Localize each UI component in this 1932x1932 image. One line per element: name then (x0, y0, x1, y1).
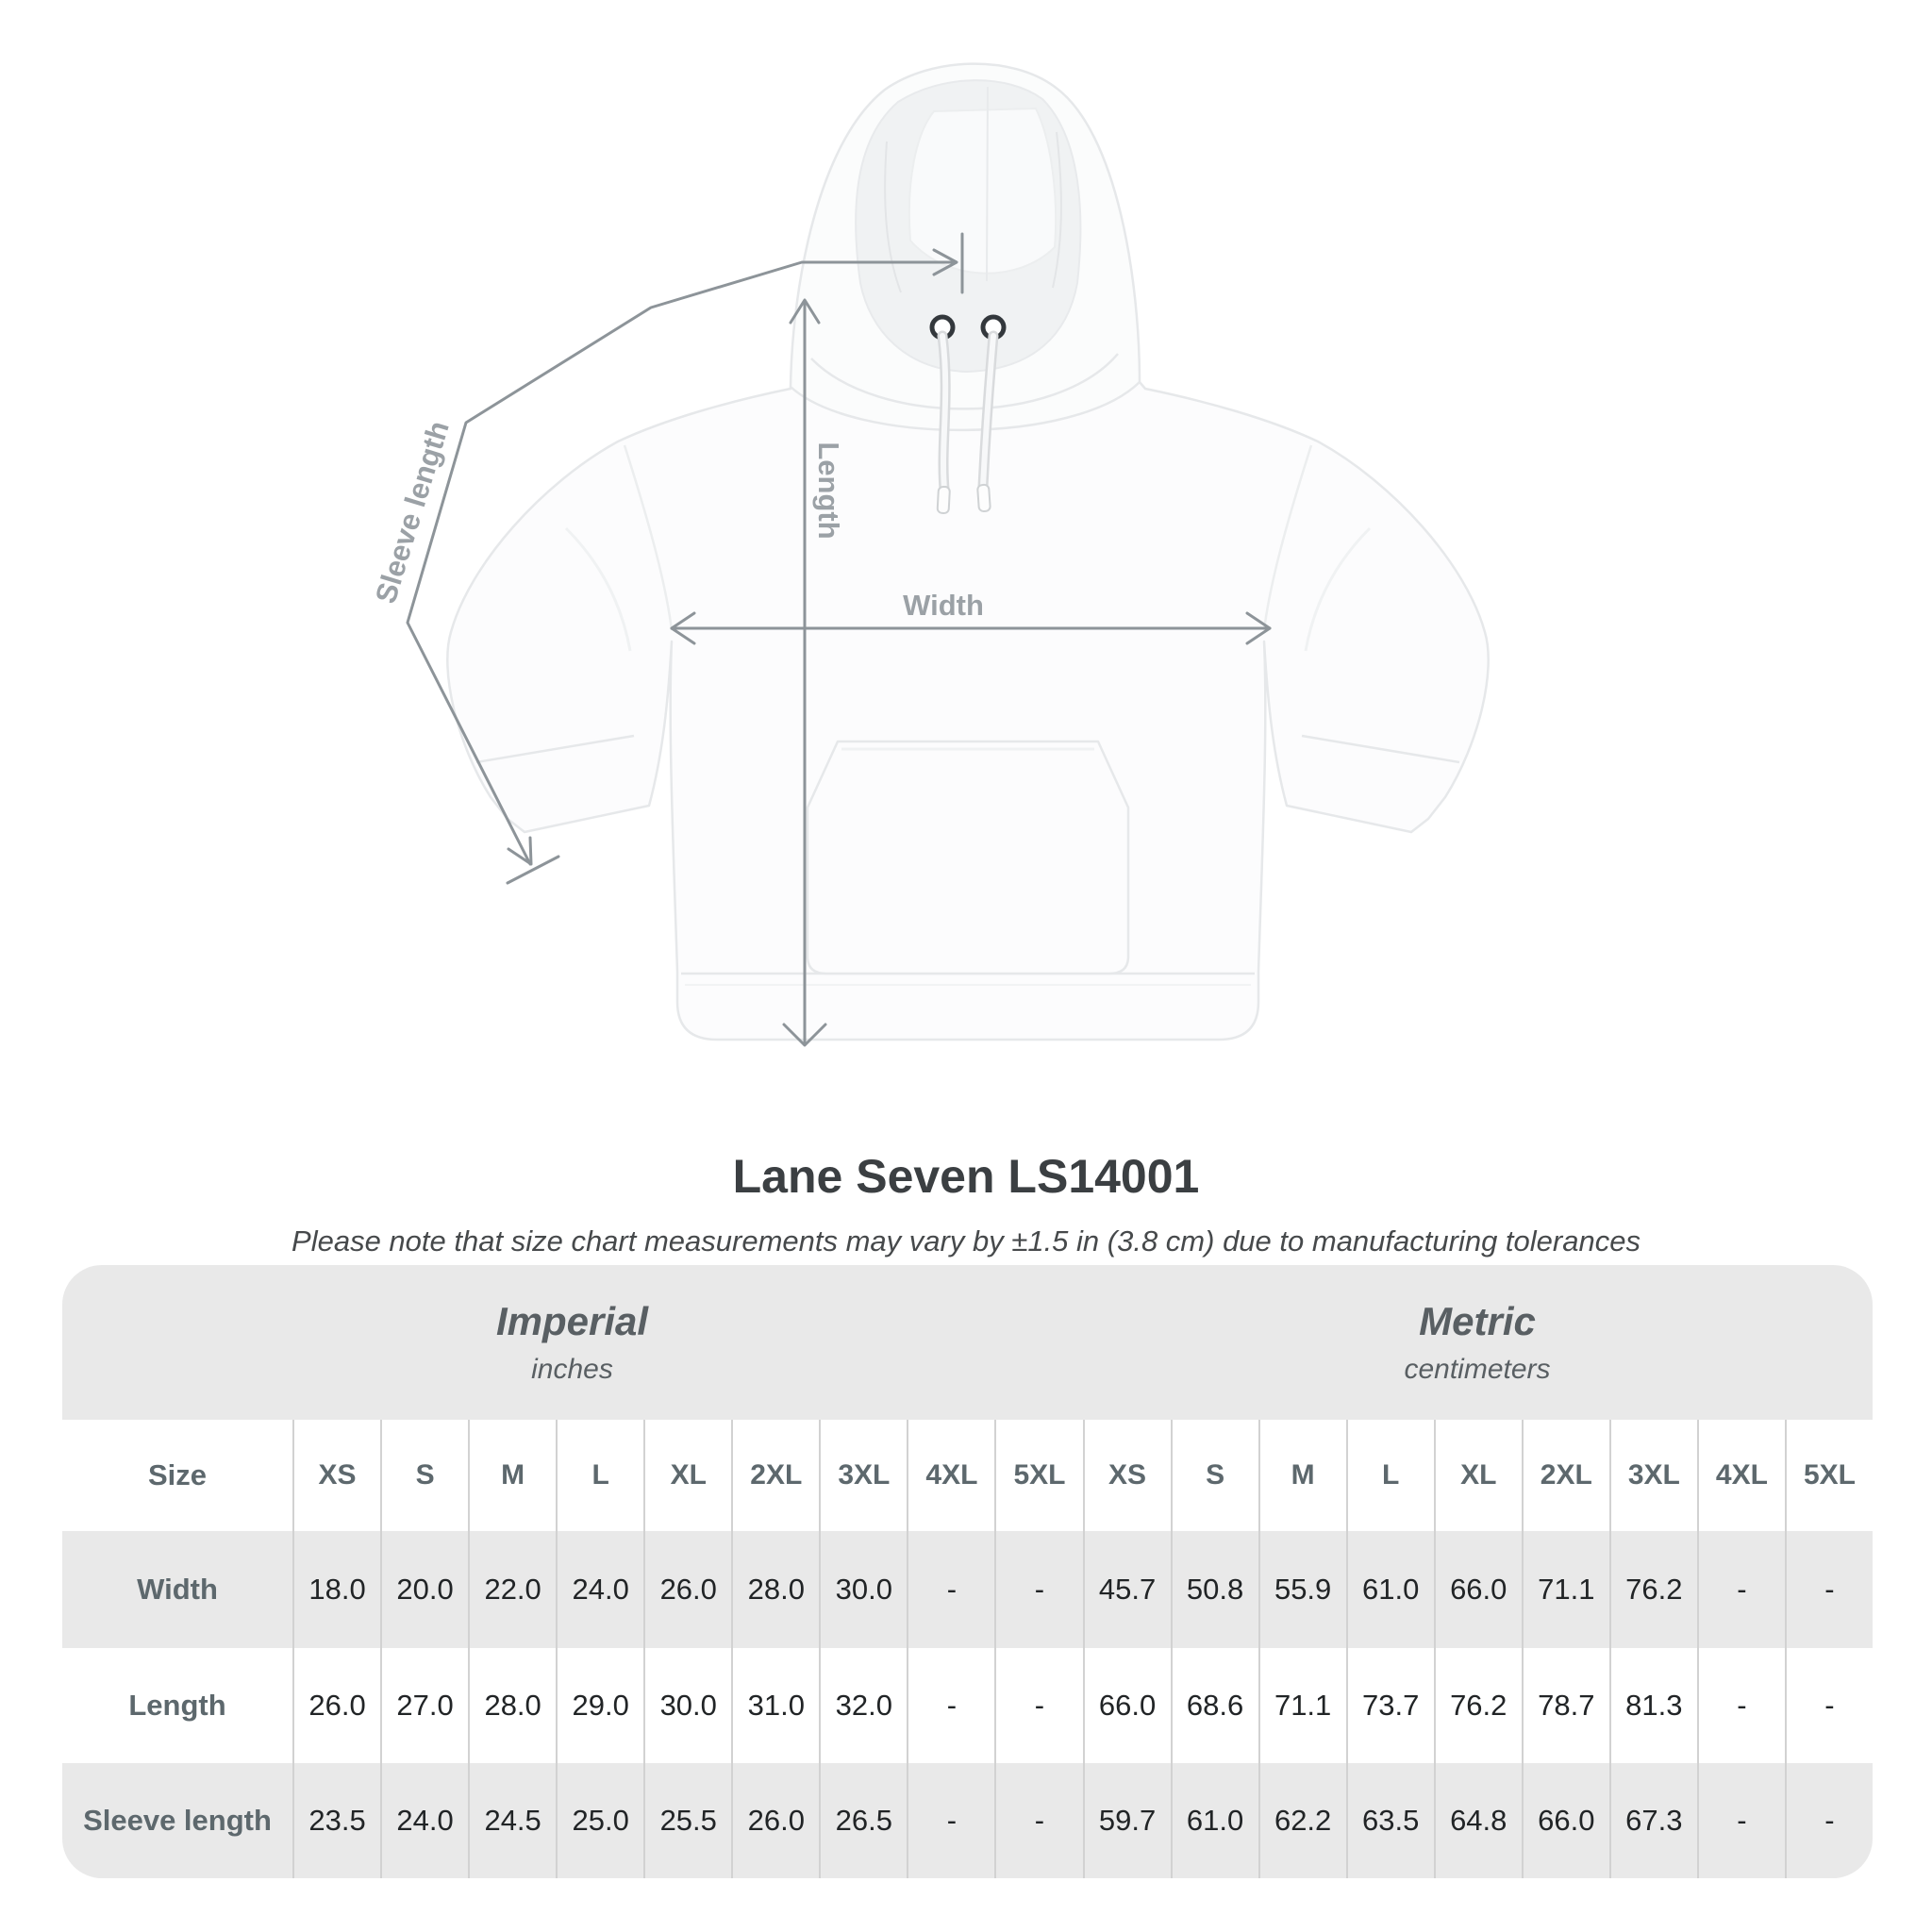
size-col-header: 4XL (1697, 1420, 1785, 1531)
width-label: Width (903, 589, 984, 622)
size-col-header: S (380, 1420, 468, 1531)
size-col-header: M (1258, 1420, 1346, 1531)
page-title: Lane Seven LS14001 (732, 1150, 1200, 1203)
measurement-cell-imperial: 24.5 (468, 1763, 556, 1878)
size-col-header: 4XL (907, 1420, 994, 1531)
measurement-cell-metric: 59.7 (1083, 1763, 1171, 1878)
metric-header (1082, 1265, 1873, 1420)
measurement-cell-metric: 68.6 (1171, 1648, 1258, 1763)
measurement-cell-metric: 66.0 (1434, 1531, 1522, 1648)
imperial-title: Imperial (495, 1299, 649, 1343)
page-subtitle: Please note that size chart measurements may vary by ±1.5 in (3.8 cm) due to manufacturing tolerances (291, 1224, 1641, 1257)
measurement-cell-metric: - (1785, 1763, 1873, 1878)
measurement-cell-metric: 64.8 (1434, 1763, 1522, 1878)
size-col-header: 5XL (1785, 1420, 1873, 1531)
measurement-cell-metric: 61.0 (1171, 1763, 1258, 1878)
measurement-cell-imperial: 25.5 (643, 1763, 731, 1878)
imperial-unit: inches (531, 1354, 613, 1385)
measurement-cell-imperial: 24.0 (556, 1531, 643, 1648)
imperial-header (62, 1265, 1082, 1420)
measurement-cell-imperial: 25.0 (556, 1763, 643, 1878)
size-table-grid (62, 1420, 1873, 1878)
measurement-cell-imperial: 23.5 (292, 1763, 380, 1878)
measurement-cell-metric: 45.7 (1083, 1531, 1171, 1648)
measurement-cell-metric: 76.2 (1609, 1531, 1697, 1648)
measurement-cell-metric: - (1785, 1531, 1873, 1648)
measurement-cell-imperial: 27.0 (380, 1648, 468, 1763)
measurement-cell-metric: 78.7 (1522, 1648, 1609, 1763)
measurement-cell-imperial: 18.0 (292, 1531, 380, 1648)
size-col-header: XL (643, 1420, 731, 1531)
size-col-header: 3XL (1609, 1420, 1697, 1531)
size-col-header: L (556, 1420, 643, 1531)
measurement-cell-metric: 66.0 (1083, 1648, 1171, 1763)
measurement-row-label: Length (62, 1648, 292, 1763)
measurement-cell-metric: 50.8 (1171, 1531, 1258, 1648)
measurement-cell-imperial: - (907, 1763, 994, 1878)
measurement-cell-metric: 81.3 (1609, 1648, 1697, 1763)
measurement-cell-imperial: 26.5 (819, 1763, 907, 1878)
measurement-row-label: Sleeve length (62, 1763, 292, 1878)
measurement-cell-imperial: 29.0 (556, 1648, 643, 1763)
size-header-cell: Size (62, 1420, 292, 1531)
measurement-cell-metric: - (1697, 1763, 1785, 1878)
length-label: Length (812, 441, 845, 540)
measurement-cell-imperial: - (907, 1648, 994, 1763)
size-col-header: XS (292, 1420, 380, 1531)
size-col-header: XS (1083, 1420, 1171, 1531)
measurement-row-label: Width (62, 1531, 292, 1648)
measurement-cell-imperial: 24.0 (380, 1763, 468, 1878)
metric-unit: centimeters (1404, 1354, 1551, 1385)
measurement-cell-metric: 71.1 (1522, 1531, 1609, 1648)
measurement-cell-metric: 61.0 (1346, 1531, 1434, 1648)
size-col-header: L (1346, 1420, 1434, 1531)
measurement-cell-metric: 55.9 (1258, 1531, 1346, 1648)
size-col-header: M (468, 1420, 556, 1531)
measurement-cell-imperial: - (994, 1531, 1082, 1648)
measurement-cell-imperial: 31.0 (731, 1648, 819, 1763)
size-col-header: 2XL (1522, 1420, 1609, 1531)
measurement-cell-imperial: 32.0 (819, 1648, 907, 1763)
measurement-cell-metric: 76.2 (1434, 1648, 1522, 1763)
measurement-cell-imperial: 28.0 (468, 1648, 556, 1763)
size-table (62, 1265, 1873, 1878)
measurement-cell-metric: - (1697, 1648, 1785, 1763)
measurement-cell-metric: - (1697, 1531, 1785, 1648)
measurement-cell-metric: 66.0 (1522, 1763, 1609, 1878)
measurement-cell-imperial: 26.0 (731, 1763, 819, 1878)
measurement-cell-imperial: 20.0 (380, 1531, 468, 1648)
size-col-header: XL (1434, 1420, 1522, 1531)
size-col-header: 2XL (731, 1420, 819, 1531)
size-col-header: S (1171, 1420, 1258, 1531)
measurement-cell-metric: 67.3 (1609, 1763, 1697, 1878)
measurement-cell-metric: - (1785, 1648, 1873, 1763)
measurement-cell-imperial: 28.0 (731, 1531, 819, 1648)
sleeve-length-label: Sleeve length (369, 417, 456, 608)
measurement-cell-metric: 63.5 (1346, 1763, 1434, 1878)
metric-title: Metric (1419, 1299, 1536, 1343)
measurement-cell-imperial: 22.0 (468, 1531, 556, 1648)
measurement-cell-imperial: 26.0 (643, 1531, 731, 1648)
unit-header-band (62, 1265, 1873, 1420)
size-col-header: 3XL (819, 1420, 907, 1531)
measurement-cell-imperial: - (907, 1531, 994, 1648)
size-col-header: 5XL (994, 1420, 1082, 1531)
measurement-cell-imperial: 30.0 (819, 1531, 907, 1648)
measurement-cell-imperial: 26.0 (292, 1648, 380, 1763)
measurement-cell-metric: 62.2 (1258, 1763, 1346, 1878)
measurement-cell-imperial: - (994, 1763, 1082, 1878)
hoodie-garment (447, 64, 1488, 1040)
measurement-cell-metric: 71.1 (1258, 1648, 1346, 1763)
measurement-cell-imperial: - (994, 1648, 1082, 1763)
measurement-cell-imperial: 30.0 (643, 1648, 731, 1763)
sleeve-end-tick (508, 857, 558, 883)
measurement-cell-metric: 73.7 (1346, 1648, 1434, 1763)
